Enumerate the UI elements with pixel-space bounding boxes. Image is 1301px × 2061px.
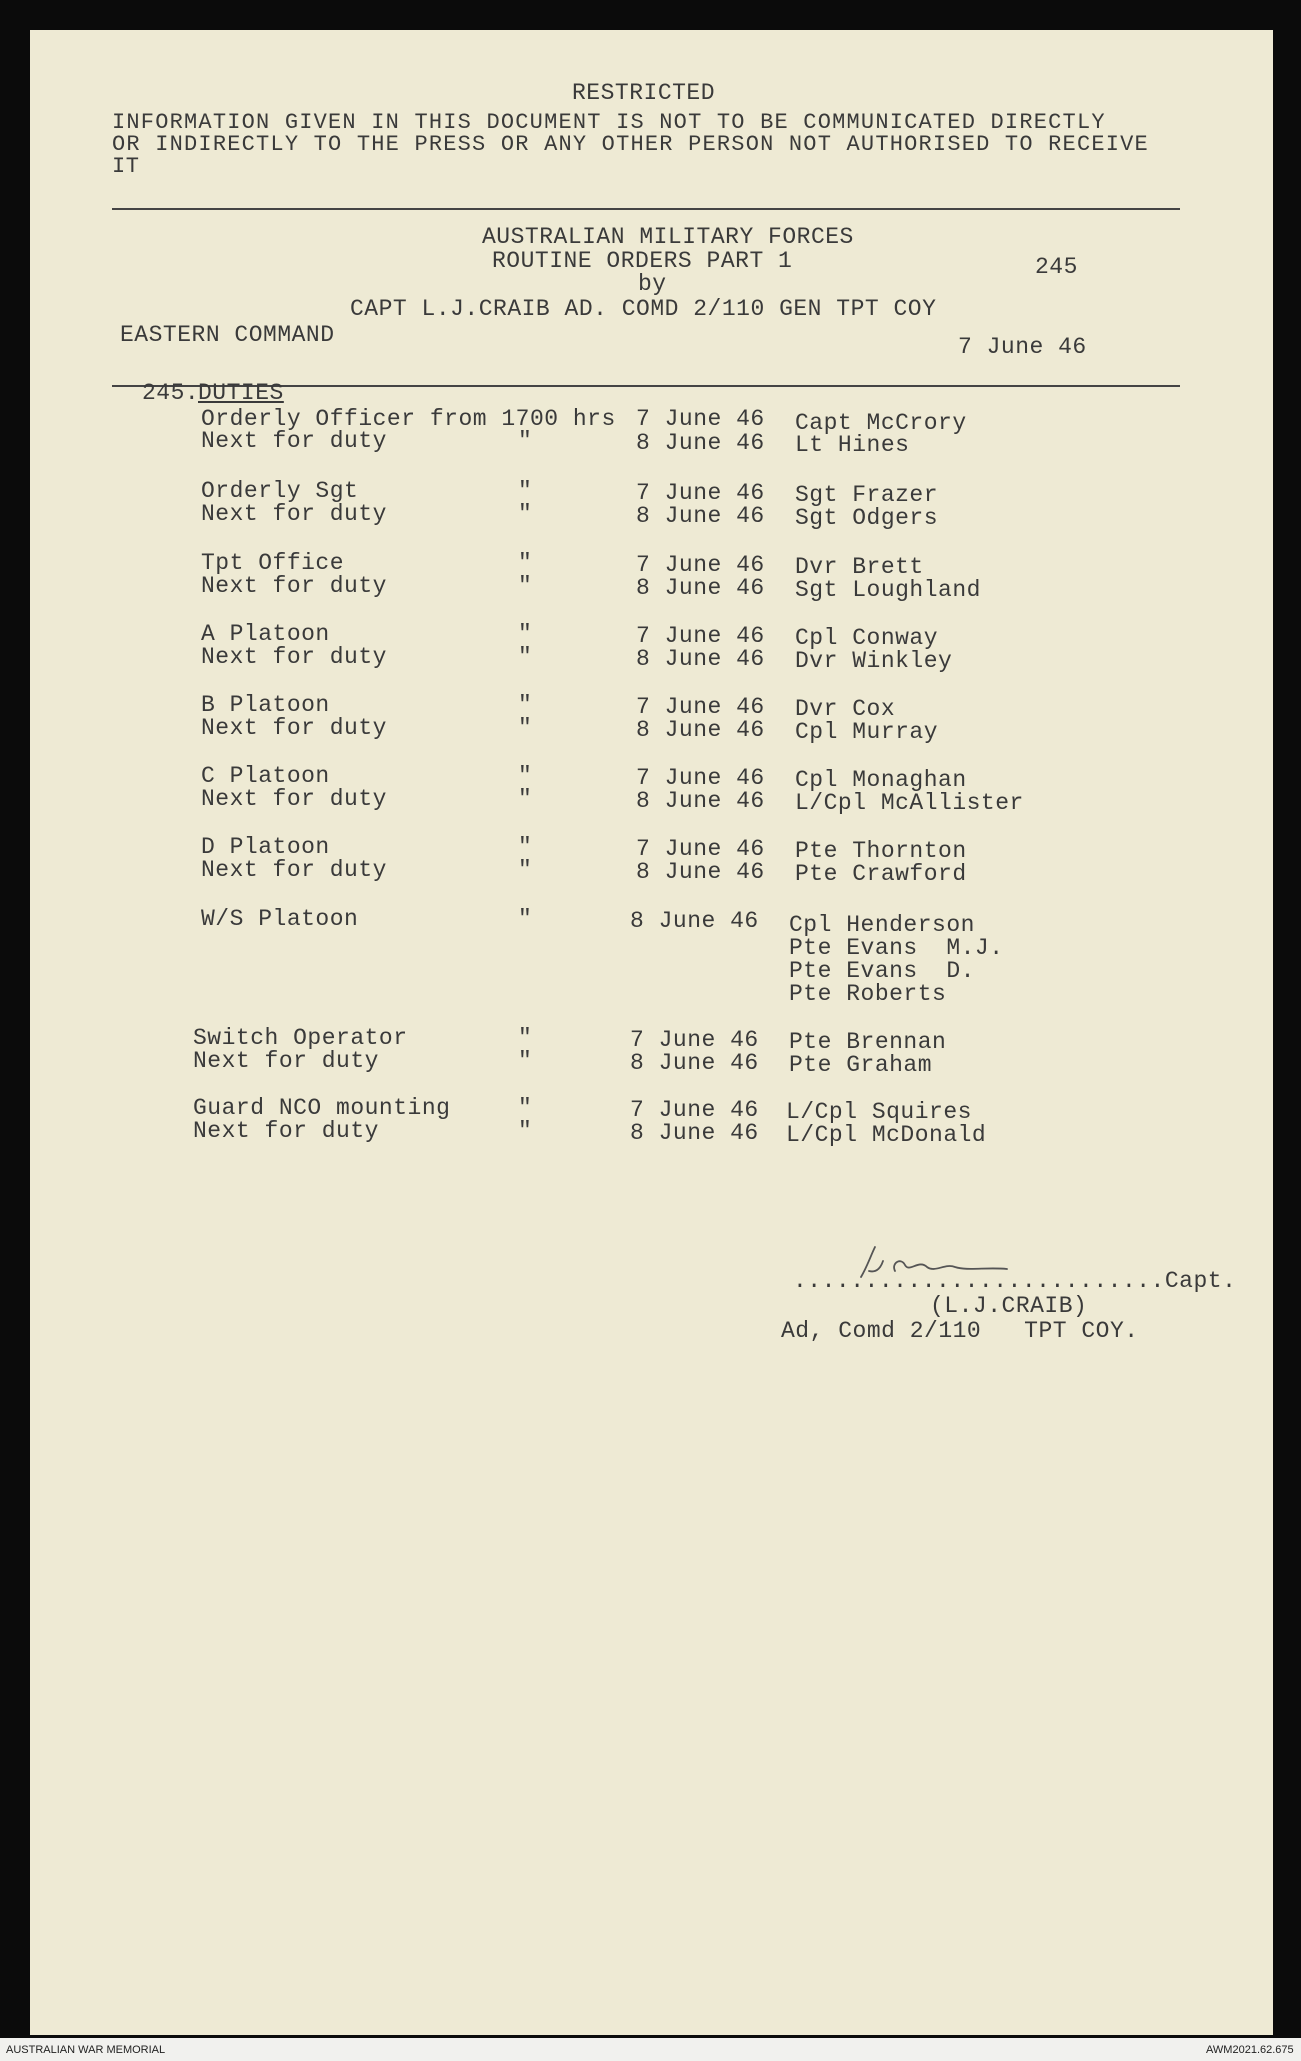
duty-person: Dvr Brett xyxy=(795,554,924,580)
duty-date: 8 June 46 xyxy=(636,717,765,743)
duty-person: Sgt Frazer xyxy=(795,482,939,508)
ditto-mark: " xyxy=(518,1095,533,1121)
duty-date: 7 June 46 xyxy=(636,623,765,649)
ditto-mark: " xyxy=(518,834,533,860)
by-line: by xyxy=(638,271,667,297)
duty-person: Cpl Henderson xyxy=(789,912,975,938)
ditto-mark: " xyxy=(518,906,533,932)
duty-label: W/S Platoon xyxy=(201,906,359,932)
duty-person: Cpl Murray xyxy=(795,719,939,745)
order-number: 245 xyxy=(1035,254,1078,280)
duty-person: Pte Graham xyxy=(789,1052,933,1078)
ditto-mark: " xyxy=(518,478,533,504)
duty-date: 7 June 46 xyxy=(636,552,765,578)
duty-label: Next for duty xyxy=(201,644,387,670)
warning-line-1: INFORMATION GIVEN IN THIS DOCUMENT IS NOT TO BE COMMUNICATED DIRECTLY xyxy=(112,110,1106,135)
duty-label: Next for duty xyxy=(201,573,387,599)
duty-person: Lt Hines xyxy=(795,432,910,458)
duty-person: Pte Evans D. xyxy=(789,958,975,984)
duty-label: A Platoon xyxy=(201,621,330,647)
duty-date: 8 June 46 xyxy=(636,859,765,885)
section-title: DUTIES xyxy=(198,380,284,406)
order-date: 7 June 46 xyxy=(958,334,1087,360)
duty-date: 8 June 46 xyxy=(636,788,765,814)
signatory-name: (L.J.CRAIB) xyxy=(930,1293,1088,1319)
duty-label: Tpt Office xyxy=(201,550,345,576)
duty-person: Cpl Conway xyxy=(795,625,939,651)
duty-label: Switch Operator xyxy=(193,1025,408,1051)
duty-date: 8 June 46 xyxy=(630,1050,759,1076)
ditto-mark: " xyxy=(518,1118,533,1144)
warning-line-3: IT xyxy=(112,154,140,179)
ditto-mark: " xyxy=(518,428,533,454)
duty-person: L/Cpl McAllister xyxy=(795,790,1024,816)
duty-date: 7 June 46 xyxy=(630,1097,759,1123)
orders-title: ROUTINE ORDERS PART 1 xyxy=(492,248,793,274)
duty-person: L/Cpl McDonald xyxy=(786,1122,987,1148)
ditto-mark: " xyxy=(518,715,533,741)
duty-label: Next for duty xyxy=(201,715,387,741)
ditto-mark: " xyxy=(518,1025,533,1051)
duty-label: Next for duty xyxy=(201,501,387,527)
duty-date: 7 June 46 xyxy=(630,1027,759,1053)
duty-person: Capt McCrory xyxy=(795,410,967,436)
ditto-mark: " xyxy=(518,786,533,812)
header-divider-1 xyxy=(112,208,1180,210)
duty-person: Pte Crawford xyxy=(795,861,967,887)
ditto-mark: " xyxy=(518,644,533,670)
duty-label: Orderly Officer from 1700 hrs xyxy=(201,406,616,432)
command-name: EASTERN COMMAND xyxy=(120,322,335,348)
duty-person: Pte Thornton xyxy=(795,838,967,864)
duty-label: Next for duty xyxy=(193,1118,379,1144)
ditto-mark: " xyxy=(518,692,533,718)
duty-date: 8 June 46 xyxy=(636,503,765,529)
issuer-line: CAPT L.J.CRAIB AD. COMD 2/110 GEN TPT COY xyxy=(350,296,937,322)
ditto-mark: " xyxy=(518,550,533,576)
duty-label: D Platoon xyxy=(201,834,330,860)
footer-left-text: AUSTRALIAN WAR MEMORIAL xyxy=(6,2044,166,2056)
classification-heading: RESTRICTED xyxy=(572,80,716,106)
duty-label: Next for duty xyxy=(201,428,387,454)
duty-person: Pte Brennan xyxy=(789,1029,947,1055)
duty-label: Next for duty xyxy=(201,786,387,812)
duty-label: Next for duty xyxy=(193,1048,379,1074)
signature-dots: ..........................Capt. xyxy=(793,1268,1237,1294)
footer-right-text: AWM2021.62.675 xyxy=(1206,2044,1294,2056)
duty-label: C Platoon xyxy=(201,763,330,789)
warning-line-2: OR INDIRECTLY TO THE PRESS OR ANY OTHER PERSON NOT AUTHORISED TO RECEIVE xyxy=(112,132,1149,157)
duty-person: Sgt Loughland xyxy=(795,577,981,603)
duty-person: L/Cpl Squires xyxy=(786,1099,972,1125)
duty-label: Guard NCO mounting xyxy=(193,1095,451,1121)
ditto-mark: " xyxy=(518,501,533,527)
duty-date: 8 June 46 xyxy=(630,908,759,934)
duty-date: 8 June 46 xyxy=(636,646,765,672)
duty-label: Orderly Sgt xyxy=(201,478,359,504)
ditto-mark: " xyxy=(518,573,533,599)
duty-date: 7 June 46 xyxy=(636,836,765,862)
duty-date: 8 June 46 xyxy=(636,575,765,601)
duty-date: 8 June 46 xyxy=(630,1120,759,1146)
duty-date: 7 June 46 xyxy=(636,765,765,791)
ditto-mark: " xyxy=(518,621,533,647)
duty-label: Next for duty xyxy=(201,857,387,883)
organisation-title: AUSTRALIAN MILITARY FORCES xyxy=(482,224,854,250)
duty-person: Pte Evans M.J. xyxy=(789,935,1004,961)
duty-label: B Platoon xyxy=(201,692,330,718)
duty-person: Dvr Cox xyxy=(795,696,896,722)
ditto-mark: " xyxy=(518,857,533,883)
duty-date: 7 June 46 xyxy=(636,480,765,506)
duty-person: Dvr Winkley xyxy=(795,648,953,674)
document-page xyxy=(30,30,1273,2035)
section-number: 245. xyxy=(142,380,200,406)
duty-date: 7 June 46 xyxy=(636,406,765,432)
duty-person: Pte Roberts xyxy=(789,981,947,1007)
duty-person: Sgt Odgers xyxy=(795,505,939,531)
duty-date: 8 June 46 xyxy=(636,430,765,456)
ditto-mark: " xyxy=(518,1048,533,1074)
signatory-appointment: Ad, Comd 2/110 TPT COY. xyxy=(781,1318,1139,1344)
duty-date: 7 June 46 xyxy=(636,694,765,720)
ditto-mark: " xyxy=(518,763,533,789)
duty-person: Cpl Monaghan xyxy=(795,767,967,793)
